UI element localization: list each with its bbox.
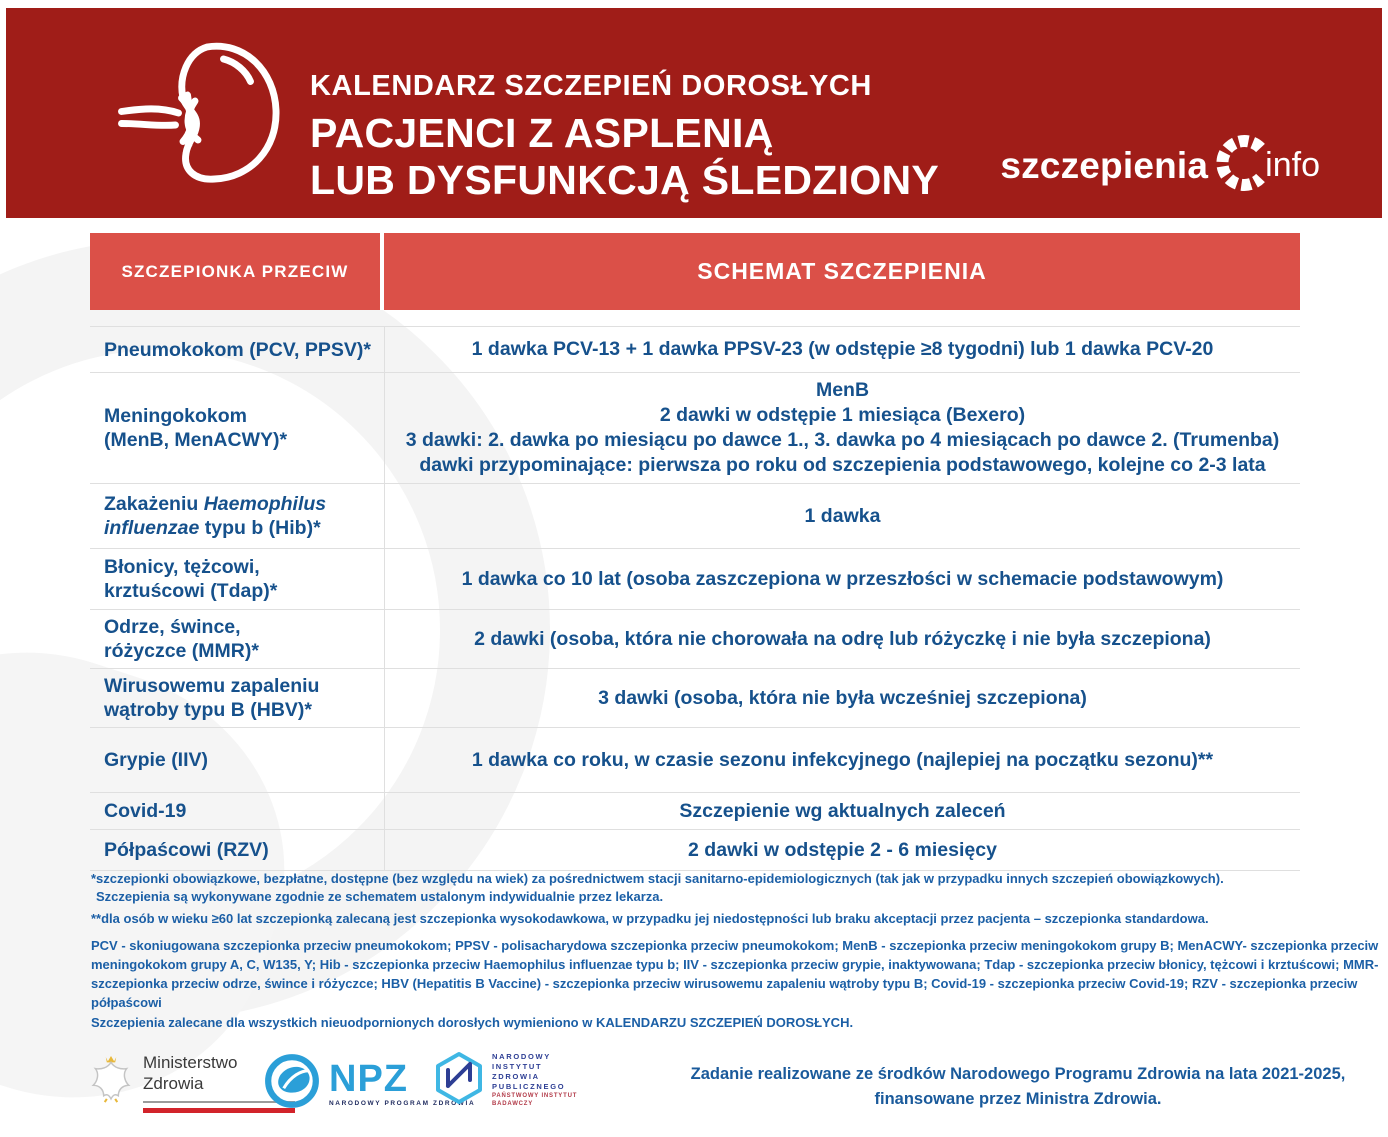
vaccine-name: Odrze, śwince, różyczce (MMR)*: [90, 610, 385, 668]
banner-kicker: KALENDARZ SZCZEPIEŃ DOROSŁYCH: [310, 70, 872, 102]
vaccine-schema: 1 dawka co roku, w czasie sezonu infekcyjnego (najlepiej na początku sezonu)**: [471, 748, 1214, 771]
pzh-logo: [433, 1050, 577, 1111]
page-title-line2: LUB DYSFUNKCJĄ ŚLEDZIONY: [310, 157, 940, 203]
table-row: [90, 549, 1300, 610]
pzh-line-4: PUBLICZNEGO: [492, 1082, 566, 1091]
pzh-subtitle-1: PAŃSTWOWY INSTYTUT: [492, 1093, 578, 1099]
pzh-line-3: ZDROWIA: [492, 1072, 540, 1081]
table-row: [90, 484, 1300, 549]
column-header-vaccine: SZCZEPIONKA PRZECIW: [90, 233, 384, 310]
vaccine-name: Wirusowemu zapaleniu wątroby typu B (HBV)*: [90, 669, 385, 727]
funding-statement: [648, 1062, 1388, 1112]
vaccine-schema: Szczepienie wg aktualnych zaleceń: [679, 799, 1006, 822]
vaccine-name: Błonicy, tężcowi, krztuścowi (Tdap)*: [90, 549, 385, 609]
vaccine-name: Pneumokokom (PCV, PPSV)*: [90, 327, 385, 372]
table-header: [90, 233, 1300, 310]
table-row: [90, 610, 1300, 669]
pzh-line-2: INSTYTUT: [492, 1062, 543, 1071]
table-row: [90, 669, 1300, 728]
table-row: [90, 327, 1300, 373]
vaccine-schema: MenB 2 dawki w odstępie 1 miesiąca (Bexero) 3 dawki: 2. dawka po miesiącu po dawce 1., 3. dawka po 4 miesiącach po dawce 2. (Trumenba) dawki przypominające: pierwsza po roku od szczepienia podstawowego, kolejne co 2-3 lata: [405, 379, 1280, 476]
npz-swoosh-icon: [263, 1052, 321, 1115]
pzh-text: [492, 1050, 577, 1108]
table-row: [90, 830, 1300, 871]
footnote-1-line2: Szczepienia są wykonywane zgodnie ze schematem ustalonym indywidualnie przez lekarza.: [96, 889, 664, 904]
brand-word: szczepienia: [1000, 144, 1209, 186]
vaccine-schema: 2 dawki (osoba, która nie chorowała na odrę lub różyczkę i nie była szczepiona): [474, 627, 1211, 650]
vaccine-schema: 2 dawki w odstępie 2 - 6 miesięcy: [688, 838, 997, 861]
table-body: [90, 326, 1300, 871]
footnote-2: **dla osób w wieku ≥60 lat szczepionką zalecaną jest szczepionka wysokodawkowa, w przypadku jej niedostępności lub braku akceptacji przez pacjenta – szczepionka standardowa.: [91, 911, 1209, 926]
npz-subtitle: NARODOWY PROGRAM ZDROWIA: [329, 1100, 476, 1107]
footnotes-mandatory: [91, 870, 1385, 928]
funding-line1: Zadanie realizowane ze środków Narodowego Programu Zdrowia na lata 2021-2025,: [690, 1065, 1346, 1083]
brand-suffix: info: [1265, 146, 1320, 184]
banner-titles: [310, 70, 939, 204]
general-note: Szczepienia zalecane dla wszystkich nieuodpornionych dorosłych wymieniono w KALENDARZU SZCZEPIEŃ DOROSŁYCH.: [91, 1015, 854, 1030]
vaccine-name: Zakażeniu Haemophilus influenzae typu b (Hib)*: [90, 484, 385, 548]
spleen-icon: [112, 38, 302, 193]
vaccine-schema: 1 dawka PCV-13 + 1 dawka PPSV-23 (w odstępie ≥8 tygodni) lub 1 dawka PCV-20: [471, 338, 1214, 360]
pzh-subtitle-2: BADAWCZY: [492, 1101, 534, 1107]
footnote-1-line1: *szczepionki obowiązkowe, bezpłatne, dostępne (bez względu na wiek) za pośrednictwem stacji sanitarno-epidemiologicznych (tak jak w przypadku innych szczepień obowiązkowych).: [91, 871, 1224, 886]
abbreviations-note: PCV - skoniugowana szczepionka przeciw pneumokokom; PPSV - polisacharydowa szczepionka przeciw pneumokokom; MenB - szczepionka przeciw meningokokom grupy B; MenACWY- szczepionka przeciw meningokokom grupy A, C, W135, Y; Hib - szczepionka przeciw Haemophilus influenzae typu b; IIV - szczepionka przeciw grypie, inaktywowana; Tdap - szczepionka przeciw błonicy, tężcowi i krztuścowi; MMR- szczepionka przeciw odrze, śwince i różyczce; HBV (Hepatitis B Vaccine) - szczepionka przeciw wirusowemu zapaleniu wątroby typu B; Covid-19 - szczepionka przeciw Covid-19; RZV - szczepionka przeciw półpaścowi: [91, 938, 1379, 1010]
vaccination-table: [90, 233, 1300, 871]
header-banner: [6, 8, 1382, 218]
funding-line2: finansowane przez Ministra Zdrowia.: [874, 1090, 1162, 1108]
npz-acronym: NPZ: [329, 1058, 408, 1100]
table-row: [90, 728, 1300, 793]
polish-eagle-icon: [88, 1052, 134, 1109]
pzh-mark-icon: [433, 1050, 485, 1111]
vaccine-name: Grypie (IIV): [90, 728, 385, 792]
vaccine-schema: 1 dawka co 10 lat (osoba zaszczepiona w przeszłości w schemacie podstawowym): [461, 567, 1224, 590]
page-title-line1: PACJENCI Z ASPLENIĄ: [310, 110, 774, 156]
vaccine-name: Meningokokom (MenB, MenACWY)*: [90, 373, 385, 483]
vaccine-name: Półpaścowi (RZV): [90, 830, 385, 870]
vaccine-schema: 3 dawki (osoba, która nie była wcześniej szczepiona): [598, 686, 1087, 709]
vaccine-name: Covid-19: [90, 793, 385, 829]
mz-name-line1: Ministerstwo: [143, 1053, 238, 1072]
szczepienia-info-logo: [1000, 132, 1320, 199]
table-row: [90, 373, 1300, 484]
mz-name-line2: Zdrowia: [143, 1074, 204, 1093]
column-header-schema: SCHEMAT SZCZEPIENIA: [384, 233, 1300, 310]
pzh-line-1: NARODOWY: [492, 1052, 552, 1061]
table-row: [90, 793, 1300, 830]
vaccine-schema: 1 dawka: [804, 504, 881, 527]
